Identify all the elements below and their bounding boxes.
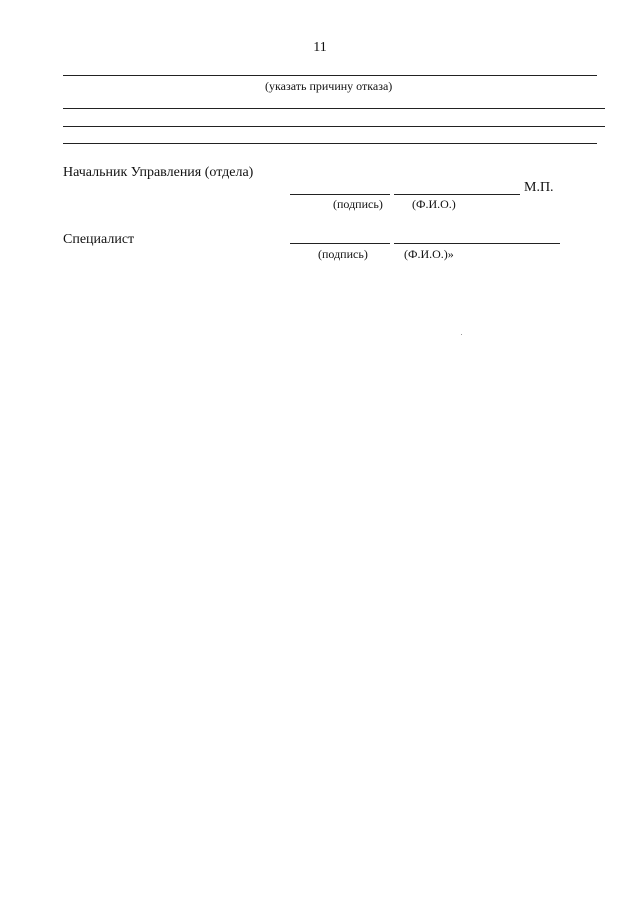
refusal-reason-caption: (указать причину отказа) xyxy=(265,79,393,93)
head-name-caption: (Ф.И.О.) xyxy=(412,197,456,211)
specialist-signature-line xyxy=(290,243,390,244)
specialist-signature-caption: (подпись) xyxy=(318,247,368,261)
specialist-name-caption: (Ф.И.О.)» xyxy=(404,247,454,261)
stamp-label: М.П. xyxy=(524,180,554,195)
head-signature-line xyxy=(290,194,390,195)
refusal-reason-line-2 xyxy=(63,108,605,109)
head-title: Начальник Управления (отдела) xyxy=(63,165,254,180)
page-number: 11 xyxy=(313,40,327,55)
head-name-line xyxy=(394,194,520,195)
specialist-name-line xyxy=(394,243,560,244)
refusal-reason-line-4 xyxy=(63,143,597,144)
head-signature-caption: (подпись) xyxy=(333,197,383,211)
refusal-reason-line-3 xyxy=(63,126,605,127)
refusal-reason-line xyxy=(63,75,597,76)
specialist-title: Специалист xyxy=(63,232,135,247)
scan-speck xyxy=(461,334,462,335)
